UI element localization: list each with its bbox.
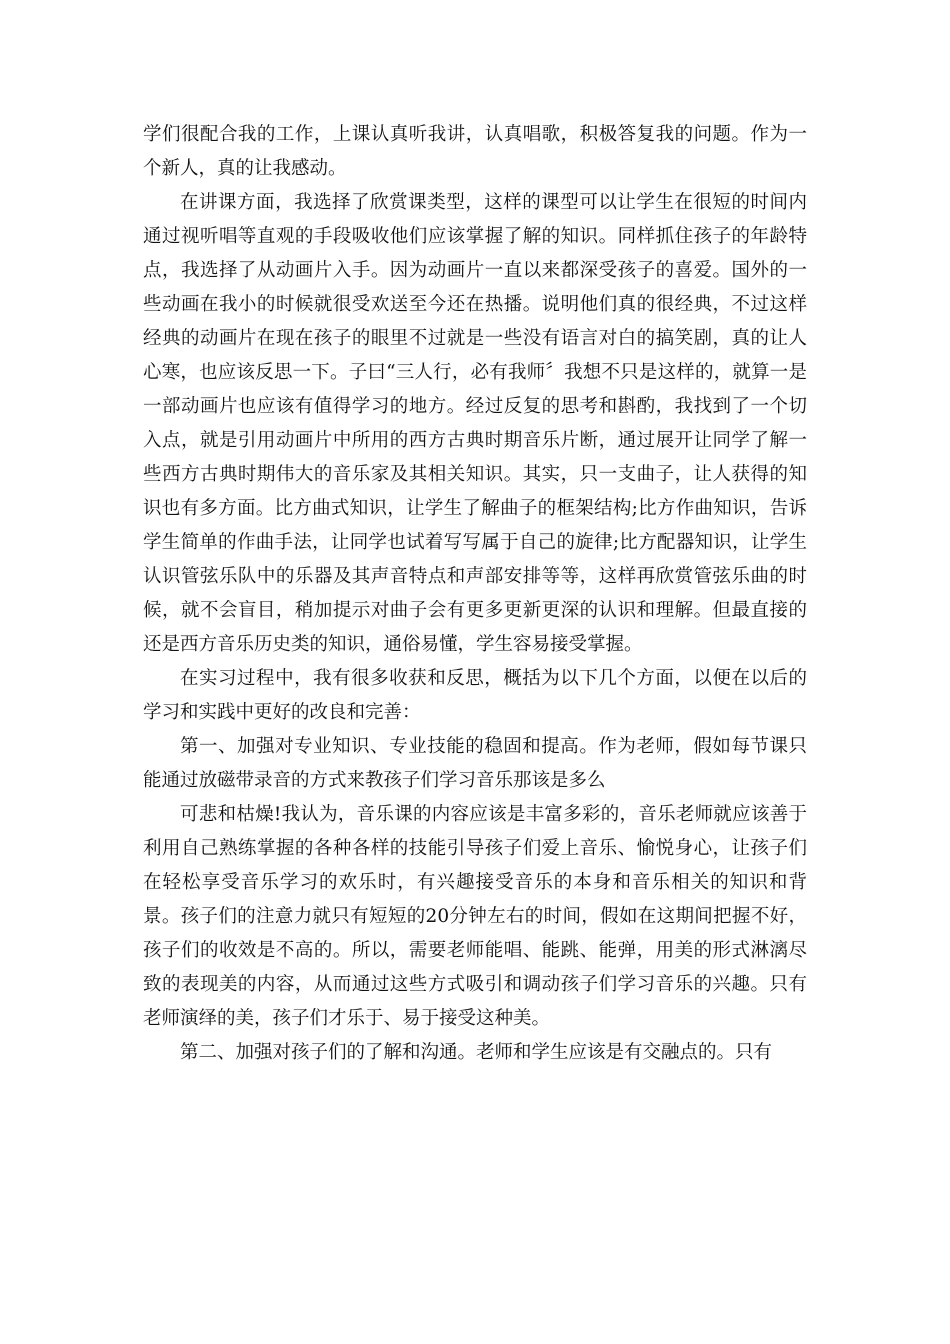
- document-body: [143, 118, 807, 1070]
- paragraph-2: 在讲课方面，我选择了欣赏课类型，这样的课型可以让学生在很短的时间内通过视听唱等直观的手段吸收他们应该掌握了解的知识。同样抓住孩子的年龄特点，我选择了从动画片入手。因为动画片一直以来都深受孩子的喜爱。国外的一些动画在我小的时候就很受欢送至今还在热播。说明他们真的很经典，不过这样经典的动画片在现在孩子的眼里不过就是一些没有语言对白的搞笑剧，真的让人心寒，也应该反思一下。子曰“三人行，必有我师〞我想不只是这样的，就算一是一部动画片也应该有值得学习的地方。经过反复的思考和斟酌，我找到了一个切入点，就是引用动画片中所用的西方古典时期音乐片断，通过展开让同学了解一些西方古典时期伟大的音乐家及其相关知识。其实，只一支曲子，让人获得的知识也有多方面。比方曲式知识，让学生了解曲子的框架结构;比方作曲知识，告诉学生简单的作曲手法，让同学也试着写写属于自己的旋律;比方配器知识，让学生认识管弦乐队中的乐器及其声音特点和声部安排等等，这样再欣赏管弦乐曲的时候，就不会盲目，稍加提示对曲子会有更多更新更深的认识和理解。但最直接的还是西方音乐历史类的知识，通俗易懂，学生容易接受掌握。: [143, 192, 807, 655]
- paragraph-3: 在实习过程中，我有很多收获和反思，概括为以下几个方面，以便在以后的学习和实践中更好的改良和完善：: [143, 668, 807, 723]
- paragraph-1: 学们很配合我的工作，上课认真听我讲，认真唱歌，积极答复我的问题。作为一个新人，真的让我感动。: [143, 124, 807, 179]
- paragraph-5: 可悲和枯燥!我认为，音乐课的内容应该是丰富多彩的，音乐老师就应该善于利用自己熟练掌握的各种各样的技能引导孩子们爱上音乐、愉悦身心，让孩子们在轻松享受音乐学习的欢乐时，有兴趣接受音乐的本身和音乐相关的知识和背景。孩子们的注意力就只有短短的20分钟左右的时间，假如在这期间把握不好，孩子们的收效是不高的。所以，需要老师能唱、能跳、能弹，用美的形式淋漓尽致的表现美的内容，从而通过这些方式吸引和调动孩子们学习音乐的兴趣。只有老师演绎的美，孩子们才乐于、易于接受这种美。: [143, 804, 807, 1029]
- paragraph-6: 第二、加强对孩子们的了解和沟通。老师和学生应该是有交融点的。只有: [180, 1042, 773, 1063]
- paragraph-4: 第一、加强对专业知识、专业技能的稳固和提高。作为老师，假如每节课只能通过放磁带录音的方式来教孩子们学习音乐那该是多么: [143, 736, 807, 791]
